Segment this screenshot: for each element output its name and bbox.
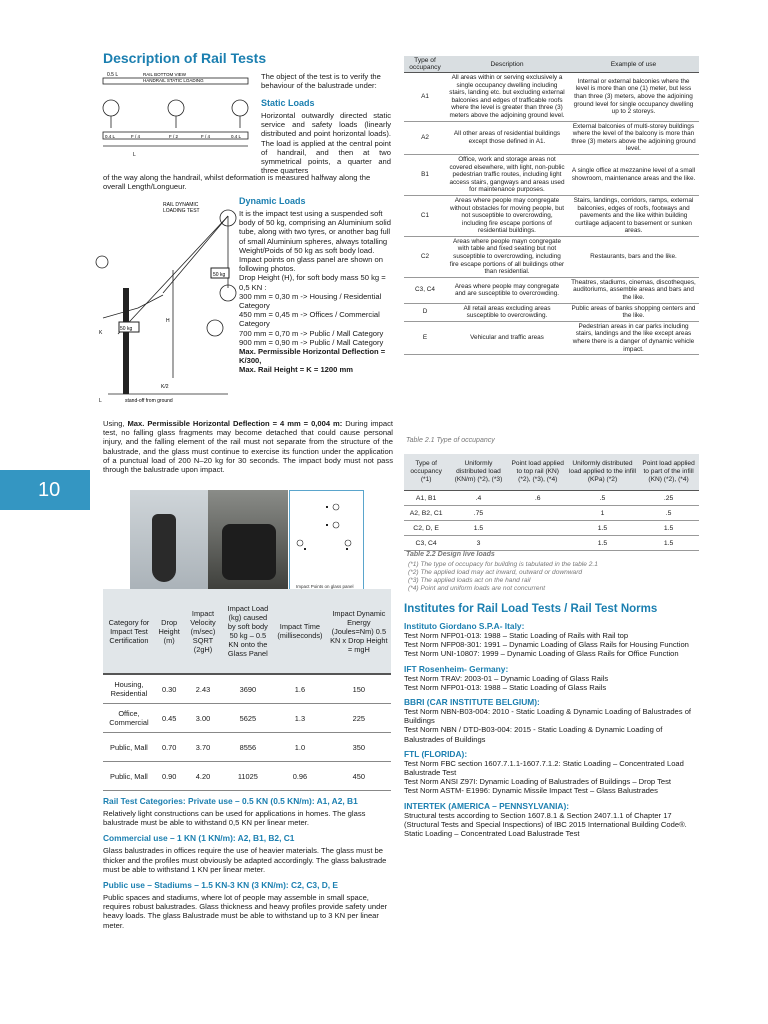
institute-heading-ftl: FTL (FLORIDA): (404, 748, 468, 759)
occ-cell: E (404, 321, 446, 354)
category-heading-private: Rail Test Categories: Private use – 0.5 KN (0.5 KN/m): A1, A2, B1 (103, 796, 358, 806)
live-th-3: Point load applied to top rail (KN) (*2), (*3), (*4) (509, 454, 567, 491)
occ-cell: Theatres, stadiums, cinemas, discotheques, auditoriums, assemble areas and bars and the like. (568, 277, 699, 303)
dyn-bold-2: Max. Rail Height = K = 1200 mm (239, 365, 353, 375)
dyn-caption-1: RAIL DYNAMIC (163, 202, 199, 208)
table-row (404, 195, 699, 236)
page-title: Description of Rail Tests (103, 50, 267, 66)
dyn-l: L (99, 398, 102, 404)
table-row (103, 704, 391, 733)
impact-cell: 0.70 (155, 733, 184, 762)
impact-cell: 3.00 (183, 704, 222, 733)
dyn-standoff: stand-off from ground (125, 398, 173, 404)
live-cell (509, 536, 567, 551)
impact-cell: 11025 (223, 762, 274, 791)
dyn-kg-1: 50 kg (213, 272, 226, 278)
dyn-k2: K/2 (161, 384, 169, 390)
table-row (103, 733, 391, 762)
static-load-diagram (103, 72, 253, 164)
note-4: (*4) Point and uniform loads are not concurrent (408, 585, 546, 592)
institute-line: Test Norm NBN / DTD-B03-004: 2015 - Static Loading & Dynamic Loading of Balustrades of Buildings (404, 725, 663, 744)
impact-th-1: Category for Impact Test Certification (103, 589, 155, 674)
occ-cell: Office, work and storage areas not covered elsewhere, with light, non-public pedestrian traffic routes, including light access stairs, gangways and areas used for maintenance purposes. (446, 154, 568, 195)
occ-cell: Internal or external balconies where the level is more than one (1) meter, but less than three (3) meters, above the adjoining ground level for single occupancy dwelling up to 2 storeys. (568, 73, 699, 122)
using-bold: Max. Permissible Horizontal Deflection = 4 mm = 0,004 m: (127, 419, 343, 428)
table-row (404, 491, 699, 506)
impact-cell: Public, Mall (103, 733, 155, 762)
dyn-line-2: Drop Height (H), for soft body mass 50 kg = 0,5 KN : (239, 273, 386, 292)
seg-1: 0.4 L (105, 134, 116, 139)
impact-points-svg (290, 491, 363, 581)
occ-cell: Areas where people may congregate and are susceptible to overcrowding. (446, 277, 568, 303)
impact-th-6: Impact Dynamic Energy (Joules=Nm) 0.5 KN x Drop Height = mgH (327, 589, 391, 674)
dyn-bold-1: Max. Permissible Horizontal Deflection = K/300, (239, 347, 386, 366)
category-heading-public: Public use – Stadiums – 1.5 KN-3 KN (3 KN/m): C2, C3, D, E (103, 880, 339, 891)
intro-text: The object of the test is to verify the behaviour of the balustrade under: (261, 72, 381, 91)
institute-line: Test Norm NFP08-301: 1991 – Dynamic Loading of Glass Rails for Housing Function (404, 640, 689, 650)
live-cell: 1.5 (567, 536, 638, 551)
category-body-private: Relatively light constructions can be used for applications in homes. The glass balustrade must be able to withstand 0,5 KN per linear meter. (103, 809, 366, 828)
live-cell: .25 (638, 491, 699, 506)
static-loads-body: Horizontal outwardly directed static service and safety loads (linearly distributed and point horizontal loads). The load is applied at the central point of handrail, and then at two symmetrical points, a quarter and three quarters (261, 111, 391, 176)
occ-th-description: Description (446, 56, 568, 73)
occ-cell: A single office at mezzanine level of a small showroom, maintenance areas and the like. (568, 154, 699, 195)
occ-cell: C1 (404, 195, 446, 236)
table-row (404, 536, 699, 551)
table-row (404, 236, 699, 277)
live-cell: .4 (448, 491, 508, 506)
occ-cell: All retail areas excluding areas susceptible to overcrowding. (446, 303, 568, 321)
impact-cell: 0.90 (155, 762, 184, 791)
dyn-line-4: 450 mm = 0,45 m -> Offices / Commercial Category (239, 310, 380, 329)
live-cell: 1 (567, 506, 638, 521)
seg-l: L (133, 152, 136, 158)
occ-th-example: Example of use (568, 56, 699, 73)
institute-line: Test Norm NFP01-013: 1988 – Static Loading of Glass Rails (404, 682, 607, 692)
impact-th-4: Impact Load (kg) caused by soft body 50 kg – 0.5 KN onto the Glass Panel (223, 589, 274, 674)
photo-tire-impact (208, 490, 288, 594)
impact-cell: 0.45 (155, 704, 184, 733)
seg-3: F / 2 (169, 134, 179, 139)
seg-5: 0.4 L (231, 134, 242, 139)
live-cell: .5 (638, 506, 699, 521)
institute-line: Test Norm ANSI Z97I: Dynamic Loading of Balustrades of Buildings – Drop Test (404, 777, 672, 787)
occ-cell: Restaurants, bars and the like. (568, 236, 699, 277)
using-paragraph (103, 419, 393, 474)
table-row (404, 321, 699, 354)
occ-cell: Public areas of banks shopping centers and the like. (568, 303, 699, 321)
live-cell (509, 506, 567, 521)
table-row (404, 521, 699, 536)
institute-heading-intertek: INTERTEK (AMERICA – PENNSYLVANIA): (404, 800, 570, 811)
table-row (103, 674, 391, 704)
live-cell: .5 (567, 491, 638, 506)
seg-4: F / 4 (201, 134, 211, 139)
diagram-label-05l: 0.5 L (107, 72, 119, 78)
impact-cell: 3690 (223, 674, 274, 704)
impact-cell: 2.43 (183, 674, 222, 704)
diagram-caption-2: HANDRAIL STATIC LOADING (143, 78, 204, 83)
institute-line: Test Norm NFP01-013: 1988 – Static Loading of Rails with Rail top (404, 631, 629, 640)
occ-cell: D (404, 303, 446, 321)
live-loads-table (404, 454, 699, 551)
institutes-list (404, 621, 702, 838)
impact-th-5: Impact Time (milliseconds) (273, 589, 327, 674)
static-loads-tail: of the way along the handrail, whilst deformation is measured halfway along the overall Length/Longueur. (103, 173, 371, 192)
institute-heading-bbri: BBRI (CAR INSTITUTE BELGIUM): (404, 697, 540, 708)
table-row (103, 762, 391, 791)
note-1: (*1) The type of occupacy for building is tabulated in the table 2.1 (408, 561, 598, 568)
note-3: (*3) The applied loads act on the hand rail (408, 577, 531, 584)
live-cell: 3 (448, 536, 508, 551)
occ-cell: Areas where people may congregate without obstacles for moving people, but not susceptible to overcrowding, including fire escape portions of residential buildings. (446, 195, 568, 236)
impact-cell: 150 (327, 674, 391, 704)
live-th-1: Type of occupancy (*1) (404, 454, 448, 491)
note-2: (*2) The applied load may act inward, outward or downward (408, 569, 583, 576)
live-cell: 1.5 (638, 521, 699, 536)
dynamic-load-diagram (99, 198, 237, 406)
institute-line: Test Norm ASTM- E1996: Dynamic Missile Impact Test – Glass Balustrades (404, 786, 658, 796)
impact-cell: 3.70 (183, 733, 222, 762)
page-number-tab (0, 470, 90, 510)
dyn-line-3: 300 mm = 0,30 m -> Housing / Residential Category (239, 291, 382, 311)
occ-cell: All other areas of residential buildings except those defined in A1. (446, 121, 568, 154)
live-cell (509, 521, 567, 536)
impact-th-2: Drop Height (m) (155, 589, 184, 674)
impact-bag-shape (152, 514, 176, 582)
dyn-line-5: 700 mm = 0,70 m -> Public / Mall Category (239, 328, 384, 338)
table-row (404, 303, 699, 321)
institutes-title: Institutes for Rail Load Tests / Rail Test Norms (404, 603, 658, 615)
occupancy-table (404, 56, 699, 355)
using-body: During impact test, no falling glass fragments may become detached that could cause personal injury, and the falling element of the rail must not separate from the structure of the balustrade, and the glass must continue to exercise its function under the application of a punctual load of 200 N–20 kg for 30 seconds. The impact body must not pass through the balustrade upon impact. (103, 419, 393, 475)
category-body-commercial: Glass balustrades in offices require the use of heavier materials. The glass must be thicker and the profiles must obviously be adapted accordingly. The glass balustrade must be able to withstand 1 KN per linear meter. (103, 846, 387, 874)
institute-line: Test Norm NBN-B03-004: 2010 - Static Loading & Dynamic Loading of Balustrades of Buildings (404, 707, 692, 726)
impact-table (103, 589, 391, 791)
table-row (404, 121, 699, 154)
using-prefix: Using, (103, 419, 128, 428)
occ-th-type: Type of occupancy (404, 56, 446, 73)
institute-heading-ift: IFT Rosenheim- Germany: (404, 663, 509, 674)
occupancy-caption: Table 2.1 Type of occupancy (406, 437, 495, 444)
diagram-caption-1: RAIL BOTTOM VIEW (143, 72, 187, 77)
dyn-kg-2: 50 kg (120, 326, 133, 332)
occ-cell: Areas where people mayn congregate with table and fixed seating but not susceptible to overcrowding, including fire escape portions of all buildings other than residential. (446, 236, 568, 277)
impact-cell: 8556 (223, 733, 274, 762)
impact-cell: 450 (327, 762, 391, 791)
occ-cell: Vehicular and traffic areas (446, 321, 568, 354)
live-cell: A2, B2, C1 (404, 506, 448, 521)
impact-tire-shape (222, 524, 276, 580)
impact-cell: 1.0 (273, 733, 327, 762)
institute-line: Test Norm UNI-10807: 1999 – Dynamic Loading of Glass Rails for Office Function (404, 649, 679, 659)
impact-th-3: Impact Velocity (m/sec) SQRT (2gH) (183, 589, 222, 674)
dyn-h: H (166, 318, 170, 324)
live-cell: 1.5 (567, 521, 638, 536)
impact-cell: 5625 (223, 704, 274, 733)
occ-cell: External balconies of multi-storey buildings where the level of the balcony is more than three (3) meters above the adjoining ground level. (568, 121, 699, 154)
impact-points-diagram (289, 490, 364, 594)
impact-cell: 0.96 (273, 762, 327, 791)
impact-cell: 1.6 (273, 674, 327, 704)
table-row (404, 506, 699, 521)
impact-points-caption: Impact Points on glass panel (296, 584, 354, 589)
live-cell: .75 (448, 506, 508, 521)
seg-2: F / 4 (131, 134, 141, 139)
category-heading-commercial: Commercial use – 1 KN (1 KN/m): A2, B1, B2, C1 (103, 833, 295, 844)
dyn-line-1: It is the impact test using a suspended soft body of 50 kg, comprising an Aluminium solid tube, along with two tyres, or another bag full of small Aluminium spheres, always totalling Weight/Poids of 50 kg as soft body load. Impact points on glass panel are shown on following photos. (239, 209, 391, 274)
static-loads-heading: Static Loads (261, 98, 315, 108)
occ-cell: Pedestrian areas in car parks including stairs, landings and the like except areas where there is a danger of dynamic vehicle impact. (568, 321, 699, 354)
occ-cell: B1 (404, 154, 446, 195)
live-loads-caption: Table 2.2 Design live loads (406, 551, 495, 558)
occ-cell: All areas within or serving exclusively a single occupancy dwelling including stairs, landing etc. but excluding external balconies and edges of trafficable roofs where the level is greater than three (3) meters above the adjoining ground level. (446, 73, 568, 122)
occ-cell: C2 (404, 236, 446, 277)
institute-heading-giordano: Instituto Giordano S.P.A- Italy: (404, 621, 525, 631)
live-th-5: Point load applied to part of the infill (KN) (*2), (*4) (638, 454, 699, 491)
institute-line: Test Norm TRAV: 2003-01 – Dynamic Loading of Glass Rails (404, 673, 609, 683)
dyn-k: K (99, 330, 103, 336)
impact-cell: 4.20 (183, 762, 222, 791)
live-cell: 1.5 (638, 536, 699, 551)
impact-cell: Office, Commercial (103, 704, 155, 733)
live-th-4: Uniformly distributed load applied to the infill (KPa) (*2) (567, 454, 638, 491)
institute-line: Structural tests according to Section 1607.8.1 & Section 2407.1.1 of Chapter 17 (Structural Tests and Special Inspections) of IBC 2015 International Building Code®. (404, 810, 687, 829)
impact-cell: Housing, Residential (103, 674, 155, 704)
impact-cell: 0.30 (155, 674, 184, 704)
dyn-caption-2: LOADING TEST (163, 208, 200, 214)
live-cell: C3, C4 (404, 536, 448, 551)
dynamic-loads-body (239, 209, 393, 375)
occ-cell: Stairs, landings, corridors, ramps, external balconies, edges of roofs, footways and pavements and the like within building curtilage adjacent to basement or sunken areas. (568, 195, 699, 236)
photo-bag-impact (130, 490, 208, 594)
live-cell: C2, D, E (404, 521, 448, 536)
categories-section (103, 796, 393, 930)
occ-cell: A1 (404, 73, 446, 122)
impact-cell: 350 (327, 733, 391, 762)
table-row (404, 277, 699, 303)
live-cell: .6 (509, 491, 567, 506)
impact-cell: 1.3 (273, 704, 327, 733)
live-cell: 1.5 (448, 521, 508, 536)
occ-cell: A2 (404, 121, 446, 154)
live-loads-notes (408, 561, 598, 593)
occ-cell: C3, C4 (404, 277, 446, 303)
dyn-line-6: 900 mm = 0,90 m -> Public / Mall Category (239, 337, 384, 347)
institute-line: Test Norm FBC section 1607.7.1.1-1607.7.1.2: Static Loading – Concentrated Load Balustrade Test (404, 758, 684, 778)
institute-line: Static Loading – Concentrated Load Balustrade Test (404, 829, 580, 839)
category-body-public: Public spaces and stadiums, where lot of people may assemble in small space, requires robust balustrades. Glass thickness and heavy profiles provide safety under heavy loads. The glass Balustrade must be able to withstand up to 3 KN per linear meter. (103, 893, 388, 930)
table-row (404, 73, 699, 122)
live-th-2: Uniformly distributed load (KN/m) (*2), (*3) (448, 454, 508, 491)
impact-cell: 225 (327, 704, 391, 733)
dynamic-loads-heading: Dynamic Loads (239, 196, 306, 206)
table-row (404, 154, 699, 195)
live-cell: A1, B1 (404, 491, 448, 506)
page-number: 10 (38, 479, 61, 501)
impact-cell: Public, Mall (103, 762, 155, 791)
